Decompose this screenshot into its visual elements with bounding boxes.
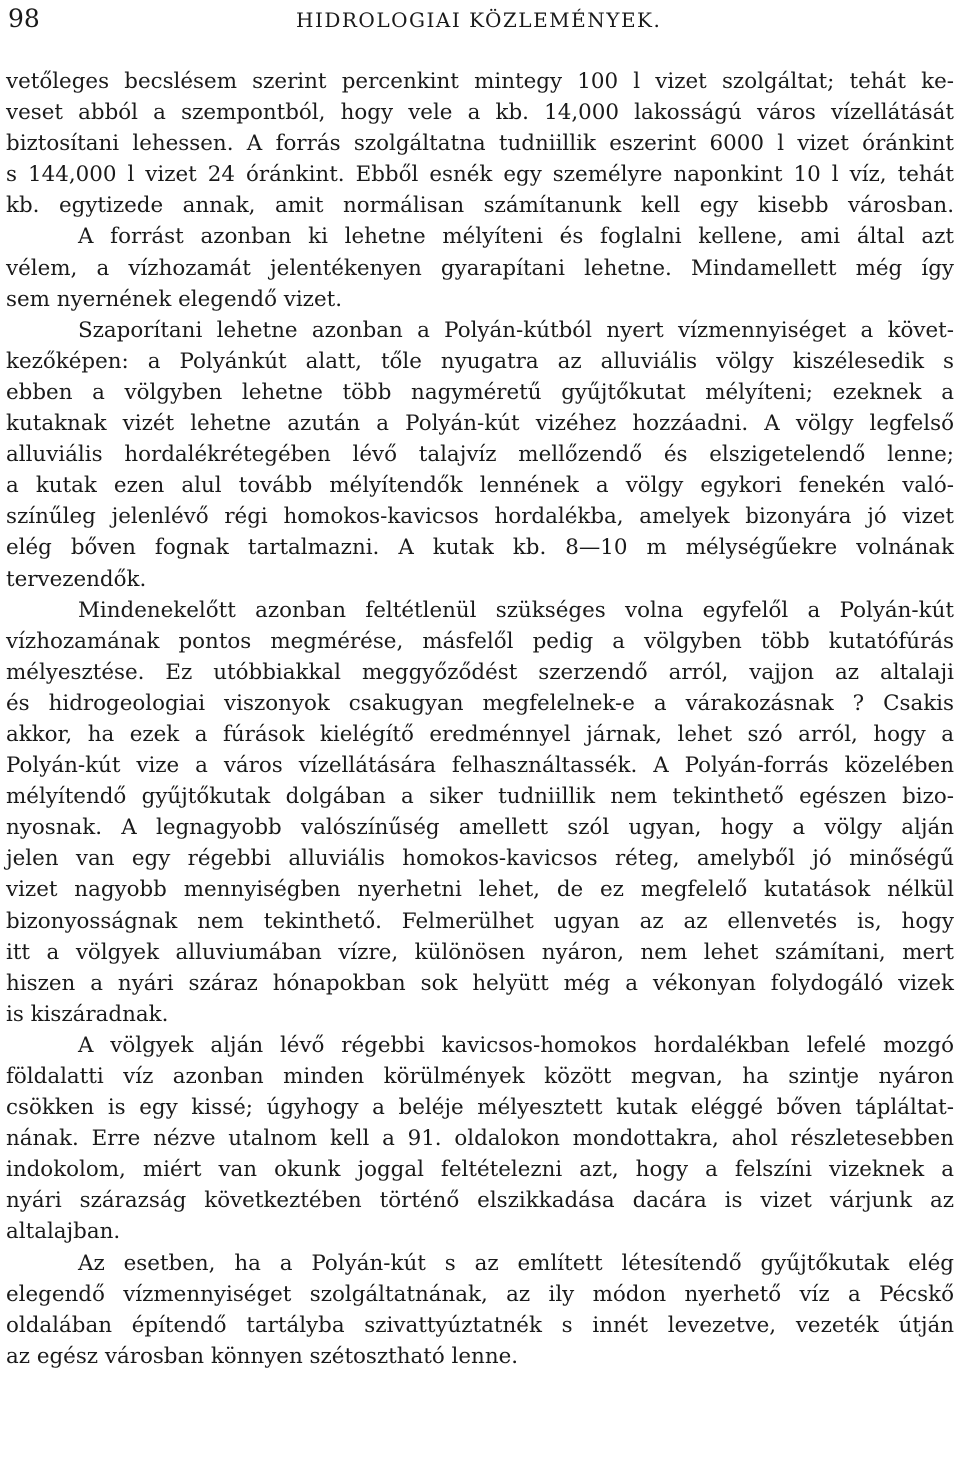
text-line: tervezendők.: [6, 566, 147, 592]
text-line: alluviális hordalékrétegében lévő talajvíz mellőzendő és elszigetelendő lenne;: [6, 442, 954, 468]
text-line: A völgyek alján lévő régebbi kavicsos-homokos hordalékban lefelé mozgó: [78, 1032, 954, 1058]
document-page: [6, 0, 954, 1372]
text-line: színűleg jelenlévő régi homokos-kavicsos hordalékba, amelyek bizonyára jó vizet: [6, 504, 954, 530]
text-line: ebben a völgyben lehetne több nagyméretű gyűjtőkutat mélyíteni; ezeknek a: [6, 379, 954, 405]
text-line: biztosítani lehessen. A forrás szolgáltatna tudniillik eszerint 6000 l vizet óránkint: [6, 131, 954, 157]
text-line: csökken is egy kissé; úgyhogy a beléje mélyesztett kutak eléggé bőven tápláltat-: [6, 1095, 954, 1121]
body-text: [6, 66, 954, 1372]
text-line: nának. Erre nézve utalnom kell a 91. oldalokon mondottakra, ahol részletesebben: [6, 1126, 954, 1152]
text-line: sem nyernének elegendő vizet.: [6, 286, 343, 312]
paragraph-3: [6, 595, 954, 1030]
text-line: az egész városban könnyen szétosztható lenne.: [6, 1343, 519, 1369]
text-line: A forrást azonban ki lehetne mélyíteni és foglalni kellene, ami által azt: [78, 224, 954, 250]
text-line: itt a völgyek alluviumában vízre, különösen nyáron, nem lehet számítani, mert: [6, 939, 954, 965]
paragraph-5: [6, 1248, 954, 1372]
running-head: HIDROLOGIAI KÖZLEMÉNYEK.: [296, 8, 662, 32]
text-line: nyári szárazság következtében történő elszikkadása dacára is vizet várjunk az: [6, 1188, 954, 1214]
page-number: 98: [8, 4, 40, 33]
text-line: vetőleges becslésem szerint percenkint mintegy 100 l vizet szolgáltat; tehát ke-: [6, 69, 954, 94]
text-line: mélyesztése. Ez utóbbiakkal meggyőződést szerzendő arról, vajjon az altalaji: [6, 659, 954, 685]
text-line: s 144,000 l vizet 24 óránkint. Ebből esnék egy személyre naponkint 10 l víz, tehát: [6, 162, 954, 188]
text-line: mélyítendő gyűjtőkutak dolgában a siker tudniillik nem tekinthető egészen bizo-: [6, 784, 954, 810]
text-line: indokolom, miért van okunk joggal feltételezni azt, hogy a felszíni vizeknek a: [6, 1157, 954, 1183]
text-line: veset abból a szempontból, hogy vele a kb. 14,000 lakosságú város vízellátását: [6, 100, 954, 126]
text-line: bizonyosságnak nem tekinthető. Felmerülhet ugyan az az ellenvetés is, hogy: [6, 908, 954, 934]
text-line: elég bőven fognak tartalmazni. A kutak kb. 8—10 m mélységűekre volnának: [6, 535, 954, 561]
text-line: kezőképen: a Polyánkút alatt, tőle nyugatra az alluviális völgy kiszélesedik s: [6, 348, 954, 374]
text-line: jelen van egy régebbi alluviális homokos-kavicsos réteg, amelyből jó minőségű: [6, 846, 954, 872]
text-line: Szaporítani lehetne azonban a Polyán-kútból nyert vízmennyiséget a követ-: [78, 317, 954, 343]
text-line: vizet nagyobb mennyiségben nyerhetni lehet, de ez megfelelő kutatások nélkül: [6, 877, 954, 903]
text-line: Polyán-kút vize a város vízellátására felhasználtassék. A Polyán-forrás közelében: [6, 753, 954, 779]
paragraph-1: [6, 66, 954, 315]
text-line: és hidrogeologiai viszonyok csakugyan megfelelnek-e a várakozásnak ? Csakis: [6, 690, 954, 716]
text-line: altalajban.: [6, 1219, 121, 1245]
page-header: [6, 4, 954, 38]
text-line: is kiszáradnak.: [6, 1001, 169, 1027]
text-line: oldalában építendő tartályba szivattyúztatnék s innét levezetve, vezeték útján: [6, 1312, 954, 1338]
text-line: földalatti víz azonban minden körülmények között megvan, ha szintje nyáron: [6, 1064, 954, 1089]
text-line: vízhozamának pontos megmérése, másfelől pedig a völgyben több kutatófúrás: [6, 628, 954, 654]
text-line: nyosnak. A legnagyobb valószínűség amellett szól ugyan, hogy a völgy alján: [6, 815, 954, 841]
paragraph-2: [6, 315, 954, 595]
text-line: Mindenekelőtt azonban feltétlenül szükséges volna egyfelől a Polyán-kút: [78, 597, 954, 623]
text-line: Az esetben, ha a Polyán-kút s az említett létesítendő gyűjtőkutak elég: [78, 1250, 954, 1276]
text-line: akkor, ha ezek a fúrások kielégítő eredménnyel járnak, lehet szó arról, hogy a: [6, 721, 954, 747]
text-line: kb. egytizede annak, amit normálisan számítanunk kell egy kisebb városban.: [6, 193, 954, 219]
paragraph-4: [6, 1030, 954, 1248]
text-line: hiszen a nyári száraz hónapokban sok helyütt még a vékonyan folydogáló vizek: [6, 970, 954, 996]
text-line: vélem, a vízhozamát jelentékenyen gyarapítani lehetne. Mindamellett még így: [6, 255, 954, 281]
text-line: a kutak ezen alul tovább mélyítendők lennének a völgy egykori fenekén való-: [6, 473, 954, 499]
text-line: elegendő vízmennyiséget szolgáltatnának, az ily módon nyerhető víz a Pécskő: [6, 1281, 954, 1307]
text-line: kutaknak vizét lehetne azután a Polyán-kút vizéhez hozzáadni. A völgy legfelső: [6, 411, 954, 437]
